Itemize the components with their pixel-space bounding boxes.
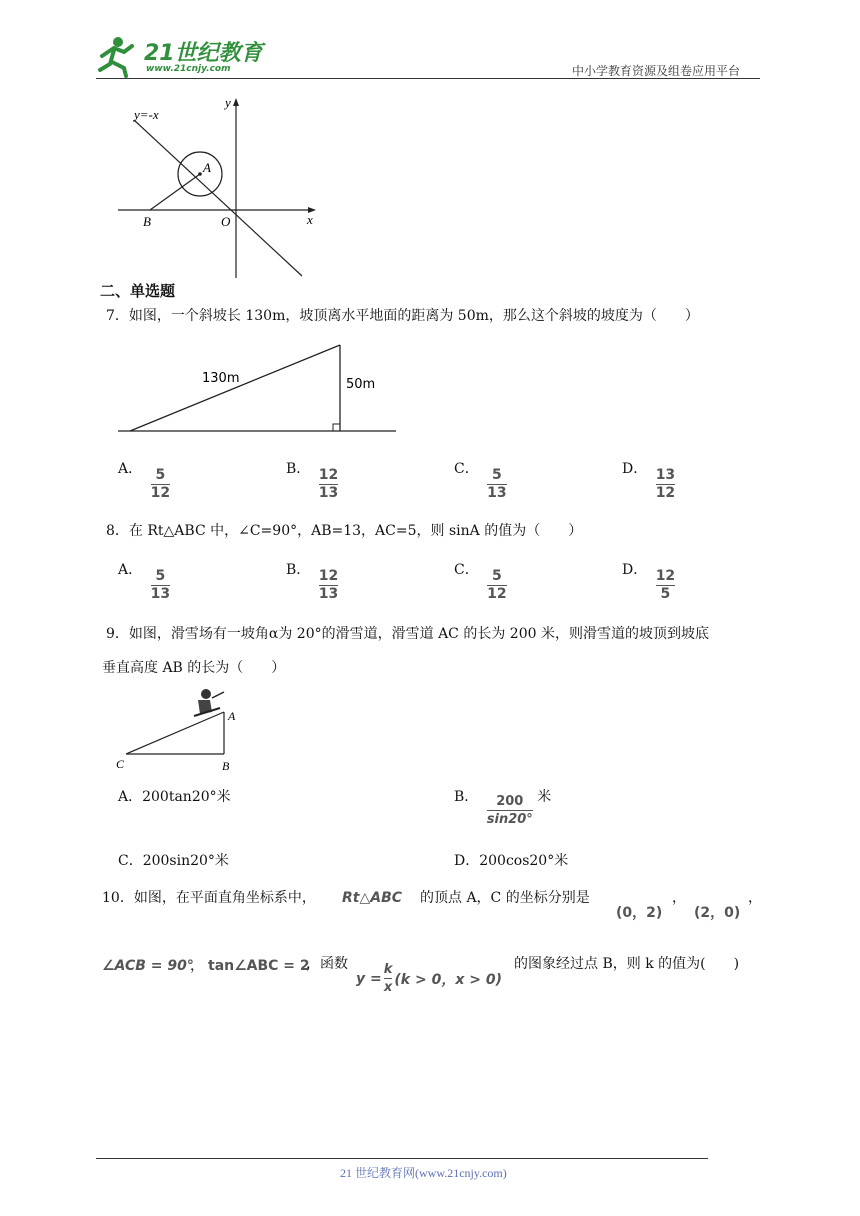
q10-text-part1: 10．如图，在平面直角坐标系中， (102, 890, 316, 906)
q10-function: y = $\frac{k}{x}$ (k > 0，x > 0) (356, 962, 502, 995)
q7-slope-figure (116, 340, 401, 436)
q10-comma-1: ， (672, 890, 686, 906)
q10-text-part2: 的顶点 A，C 的坐标分别是 (420, 890, 590, 906)
label-point-a: A (203, 160, 211, 175)
section-title: 二、单选题 (100, 282, 176, 300)
q7-option-b[interactable]: B． $\frac{12}{13}$ (286, 461, 339, 501)
q7-label-height: 50m (346, 377, 376, 392)
q9-label-c: C (116, 757, 125, 771)
q10-comma-3: ， (190, 958, 204, 974)
q7-text: 7．如图，一个斜坡长 130m，坡顶离水平地面的距离为 50m，那么这个斜坡的坡度为（ ） (106, 308, 699, 324)
q9-text-line1: 9．如图，滑雪场有一坡角α为 20°的滑雪道，滑雪道 AC 的长为 200 米，则滑雪道的坡顶到坡底 (106, 626, 709, 642)
label-y-axis: y (225, 95, 231, 110)
q8-option-b[interactable]: B． $\frac{12}{13}$ (286, 562, 339, 602)
q8-text: 8．在 Rt△ABC 中，∠C=90°，AB=13，AC=5，则 sinA 的值为（ ） (106, 523, 583, 539)
header-logo (96, 34, 266, 78)
logo-url: www.21cnjy.com (146, 64, 231, 74)
q8-option-d[interactable]: D． $\frac{12}{5}$ (622, 562, 676, 602)
q9-option-a[interactable]: A．200tan20°米 (118, 789, 231, 805)
q9-label-a: A (228, 709, 236, 723)
footer-text: 21 世纪教育网(www.21cnjy.com) (340, 1166, 507, 1180)
header-rule (96, 78, 760, 79)
q7-option-a[interactable]: A． $\frac{5}{12}$ (118, 461, 171, 501)
q10-coord-a: (0，2) (616, 905, 663, 921)
q10-text-part3: ，函数 (306, 956, 348, 972)
q9-option-c[interactable]: C．200sin20°米 (118, 853, 229, 869)
label-y-eq-neg-x: y=-x (134, 107, 159, 122)
q7-label-hyp: 130m (202, 371, 240, 386)
logo-text: 21世纪教育 (144, 41, 263, 66)
label-x-axis: x (307, 212, 313, 227)
q9-ski-slope-figure (112, 686, 242, 776)
q10-math-tan: tan∠ABC = 2 (208, 958, 310, 974)
q9-option-b[interactable]: B． $\frac{200}{\sin 20^\circ}$ 米 (454, 789, 552, 827)
header-platform-text: 中小学教育资源及组卷应用平台 (572, 64, 741, 78)
footer-rule (96, 1158, 708, 1159)
q9-label-b: B (222, 759, 230, 773)
circle-coordinate-figure (110, 92, 330, 282)
q10-math-rt-triangle: Rt△ABC (342, 890, 403, 906)
q9-option-d[interactable]: D．200cos20°米 (454, 853, 569, 869)
q10-math-angle: ∠ACB = 90° (102, 958, 194, 974)
label-point-o: O (221, 214, 231, 229)
skier-icon (194, 689, 224, 716)
q10-comma-2: ， (748, 890, 762, 906)
label-point-b: B (143, 214, 151, 229)
q10-coord-c: (2，0) (694, 905, 741, 921)
q7-option-c[interactable]: C． $\frac{5}{13}$ (454, 461, 507, 501)
q7-option-d[interactable]: D． $\frac{13}{12}$ (622, 461, 676, 501)
q8-option-a[interactable]: A． $\frac{5}{13}$ (118, 562, 171, 602)
q9-text-line2: 垂直高度 AB 的长为（ ） (102, 660, 286, 676)
q10-text-part4: 的图象经过点 B，则 k 的值为( ) (514, 956, 740, 972)
q8-option-c[interactable]: C． $\frac{5}{12}$ (454, 562, 507, 602)
